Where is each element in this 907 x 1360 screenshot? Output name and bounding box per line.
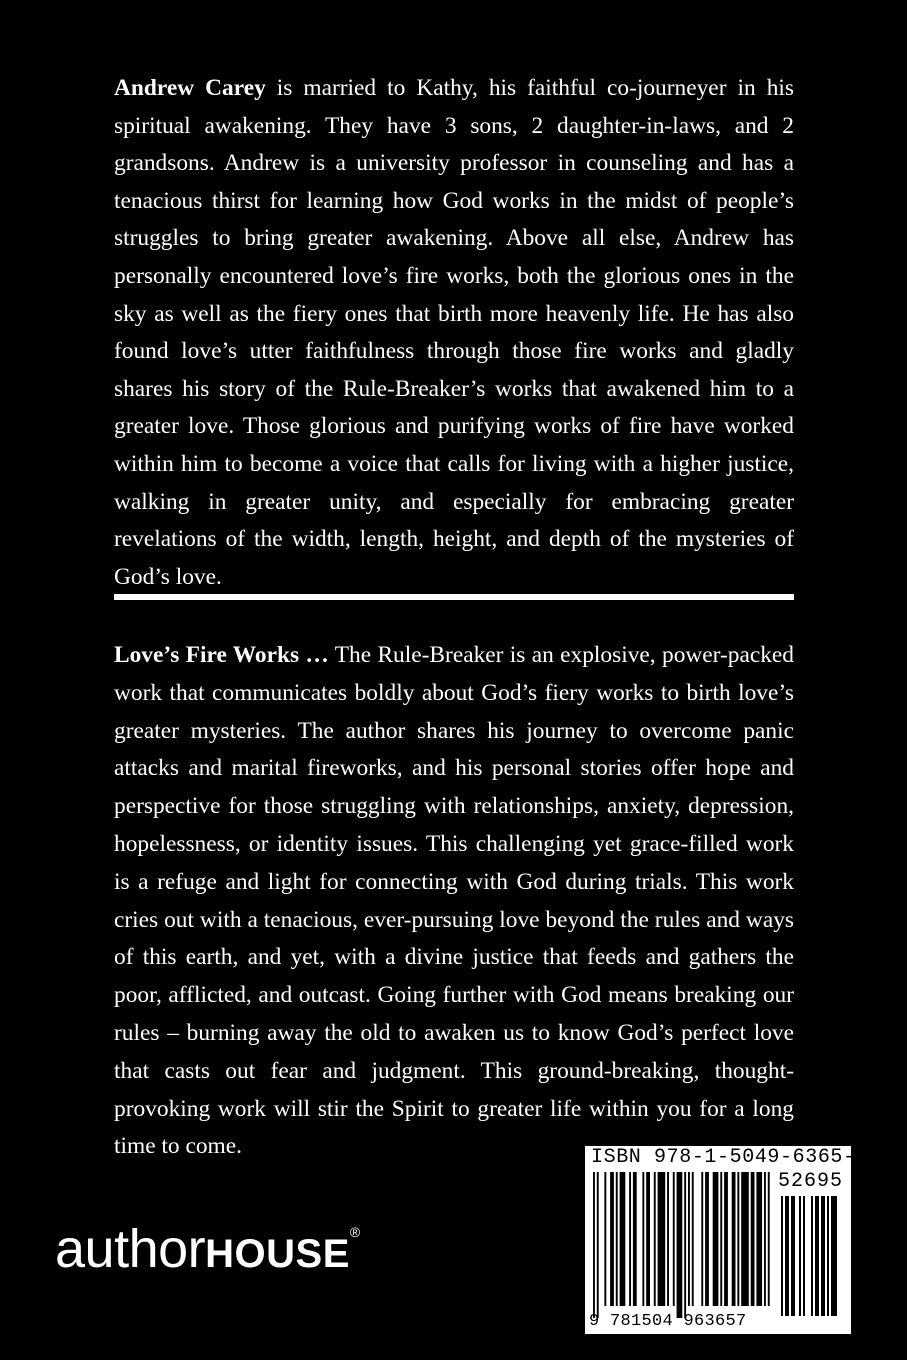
isbn-label: ISBN 978-1-5049-6365-7	[591, 1146, 869, 1169]
book-description	[114, 637, 794, 1166]
ean-barcode-bars	[593, 1172, 773, 1318]
publisher-logo-part1: author	[55, 1219, 206, 1279]
author-bio	[114, 70, 794, 596]
registered-mark: ®	[349, 1224, 361, 1240]
addon-barcode-bars	[781, 1196, 843, 1316]
isbn-barcode	[585, 1146, 869, 1334]
barcode-digits: 9 781504 963657	[589, 1312, 747, 1331]
book-description-text: The Rule-Breaker is an explosive, power-packed work that communicates boldly about God’s fiery works to birth love’s greater mysteries. The author shares his journey to overcome panic attacks and marital fireworks, and his personal stories offer hope and perspective for those struggling with relationships, anxiety, depression, hopelessness, or identity issues. This challenging yet grace-filled work is a refuge and light for connecting with God during trials. This work cries out with a tenacious, ever-pursuing love beyond the rules and ways of this earth, and yet, with a divine justice that feeds and gathers the poor, afflicted, and outcast. Going further with God means breaking our rules – burning away the old to awaken us to know God’s perfect love that casts out fear and judgment. This ground-breaking, thought-provoking work will stir the Spirit to greater life within you for a long time to come.	[114, 642, 795, 1160]
divider-rule	[114, 594, 794, 600]
publisher-logo-part2: HOUSE	[205, 1232, 350, 1276]
price-code: 52695	[777, 1170, 843, 1193]
author-name: Andrew Carey	[114, 75, 266, 101]
publisher-logo	[55, 1218, 360, 1280]
author-bio-text: is married to Kathy, his faithful co-journeyer in his spiritual awakening. They have 3 sons, 2 daughter-in-laws, and 2 grandsons. Andrew is a university professor in counseling and has a tenacious thirst for learning how God works in the midst of people’s struggles to bring greater awakening. Above all else, Andrew has personally encountered love’s fire works, both the glorious ones in the sky as well as the fiery ones that birth more heavenly life. He has also found love’s utter faithfulness through those fire works and gladly shares his story of the Rule-Breaker’s works that awakened him to a greater love. Those glorious and purifying works of fire have worked within him to become a voice that calls for living with a higher justice, walking in greater unity, and especially for embracing greater revelations of the width, length, height, and depth of the mysteries of God’s love.	[114, 75, 794, 590]
book-title: Love’s Fire Works …	[114, 642, 329, 668]
